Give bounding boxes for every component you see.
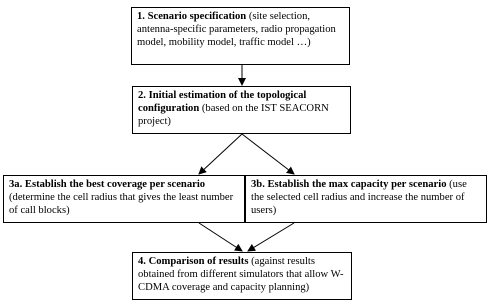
step-4-box bbox=[132, 252, 352, 300]
step-2-box bbox=[132, 86, 351, 134]
step-3b-text: (use the selected cell radius and increase the number of users) bbox=[251, 179, 467, 217]
step-3a-box bbox=[3, 175, 245, 223]
step-3a-title: 3a. Establish the best coverage per scenario bbox=[9, 179, 206, 190]
arrow-3a-to-4 bbox=[199, 223, 242, 251]
step-1-title: 1. Scenario specification bbox=[137, 11, 247, 22]
step-4-title: 4. Comparison of results bbox=[138, 256, 249, 267]
step-3b-title: 3b. Establish the max capacity per scenario bbox=[251, 179, 447, 190]
step-2-text: (based on the IST SEACORN project) bbox=[138, 103, 329, 128]
step-1-box bbox=[131, 7, 350, 65]
step-3b-box bbox=[245, 175, 487, 223]
arrow-2-to-3b bbox=[242, 134, 294, 174]
step-3a-text: (determine the cell radius that gives the least number of call blocks) bbox=[9, 192, 234, 217]
arrow-2-to-3a bbox=[199, 134, 242, 174]
step-2-title: 2. Initial estimation of the topological configuration bbox=[138, 90, 307, 115]
step-1-text: (site selection, antenna-specific parameters, radio propagation model, mobility model, traffic model …) bbox=[137, 11, 336, 49]
step-4-text: (against results obtained from different simulators that allow W-CDMA coverage and capacity planning) bbox=[138, 256, 344, 294]
arrow-3b-to-4 bbox=[248, 223, 294, 251]
